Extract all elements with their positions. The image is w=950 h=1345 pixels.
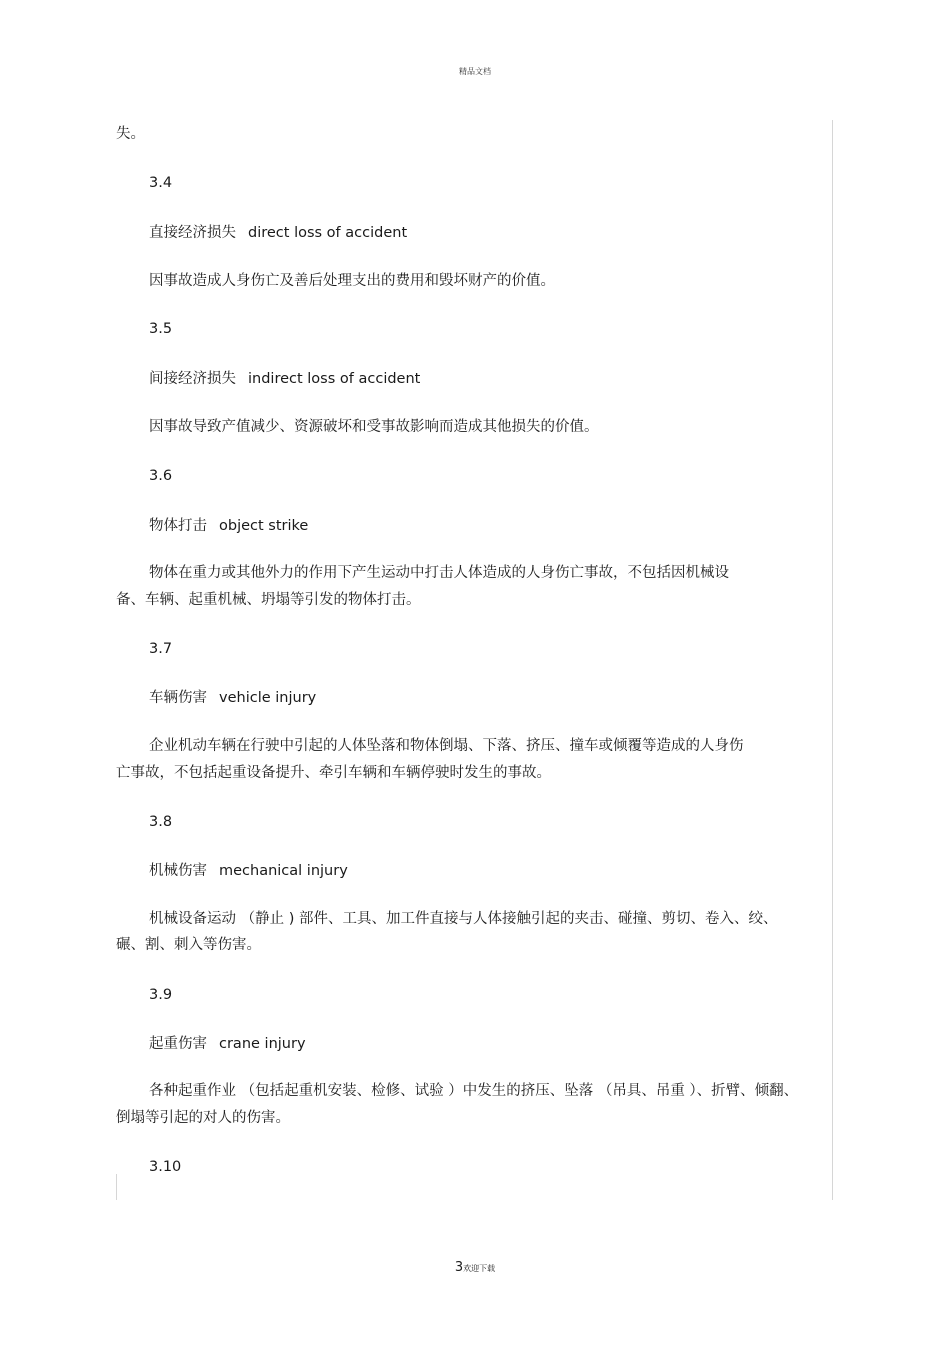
definition-line: 物体在重力或其他外力的作用下产生运动中打击人体造成的人身伤亡事故，不包括因机械设: [149, 565, 729, 581]
term-zh: 间接经济损失: [149, 371, 236, 387]
term-en: object strike: [219, 518, 309, 534]
page-header: 精品文档: [459, 67, 491, 76]
term-title: [149, 1035, 306, 1053]
section-number: 3.7: [149, 641, 173, 657]
section-number: 3.10: [149, 1159, 182, 1175]
term-title: [149, 862, 348, 880]
term-en: mechanical injury: [219, 863, 348, 879]
definition-line: 亡事故，不包括起重设备提升、牵引车辆和车辆停驶时发生的事故。: [116, 765, 551, 781]
term-en: vehicle injury: [219, 690, 317, 706]
term-title: [149, 224, 407, 242]
term-title: [149, 517, 308, 535]
page-footer: [0, 1260, 950, 1275]
right-margin-rule: [832, 120, 833, 1200]
footer-text: 欢迎下载: [463, 1264, 496, 1273]
definition-line: 倒塌等引起的对人的伤害。: [116, 1110, 290, 1126]
section-number: 3.5: [149, 321, 173, 337]
section-number: 3.8: [149, 814, 173, 830]
definition-line: 碾、割、刺入等伤害。: [116, 937, 261, 953]
term-zh: 起重伤害: [149, 1036, 207, 1052]
section-number: 3.6: [149, 468, 173, 484]
page-number: 3: [454, 1260, 464, 1275]
term-title: [149, 689, 316, 707]
term-zh: 车辆伤害: [149, 690, 207, 706]
left-margin-rule: [116, 1174, 117, 1200]
term-title: [149, 370, 420, 388]
term-zh: 物体打击: [149, 518, 207, 534]
text-line: 失。: [116, 126, 145, 142]
term-zh: 机械伤害: [149, 863, 207, 879]
definition-line: 因事故造成人身伤亡及善后处理支出的费用和毁坏财产的价值。: [149, 273, 555, 289]
term-en: crane injury: [219, 1036, 306, 1052]
section-number: 3.9: [149, 987, 173, 1003]
definition-line: 机械设备运动 （静止 ) 部件、工具、加工件直接与人体接触引起的夹击、碰撞、剪切、卷入、绞、: [149, 911, 778, 927]
definition-line: 企业机动车辆在行驶中引起的人体坠落和物体倒塌、下落、挤压、撞车或倾覆等造成的人身伤: [149, 738, 744, 754]
section-number: 3.4: [149, 175, 173, 191]
definition-line: 各种起重作业 （包括起重机安装、检修、试验 ）中发生的挤压、坠落 （吊具、吊重 ）、折臂、倾翻、: [149, 1083, 799, 1099]
term-en: direct loss of accident: [248, 225, 408, 241]
term-en: indirect loss of accident: [248, 371, 421, 387]
definition-line: 因事故导致产值减少、资源破坏和受事故影响而造成其他损失的价值。: [149, 419, 599, 435]
term-zh: 直接经济损失: [149, 225, 236, 241]
definition-line: 备、车辆、起重机械、坍塌等引发的物体打击。: [116, 592, 421, 608]
